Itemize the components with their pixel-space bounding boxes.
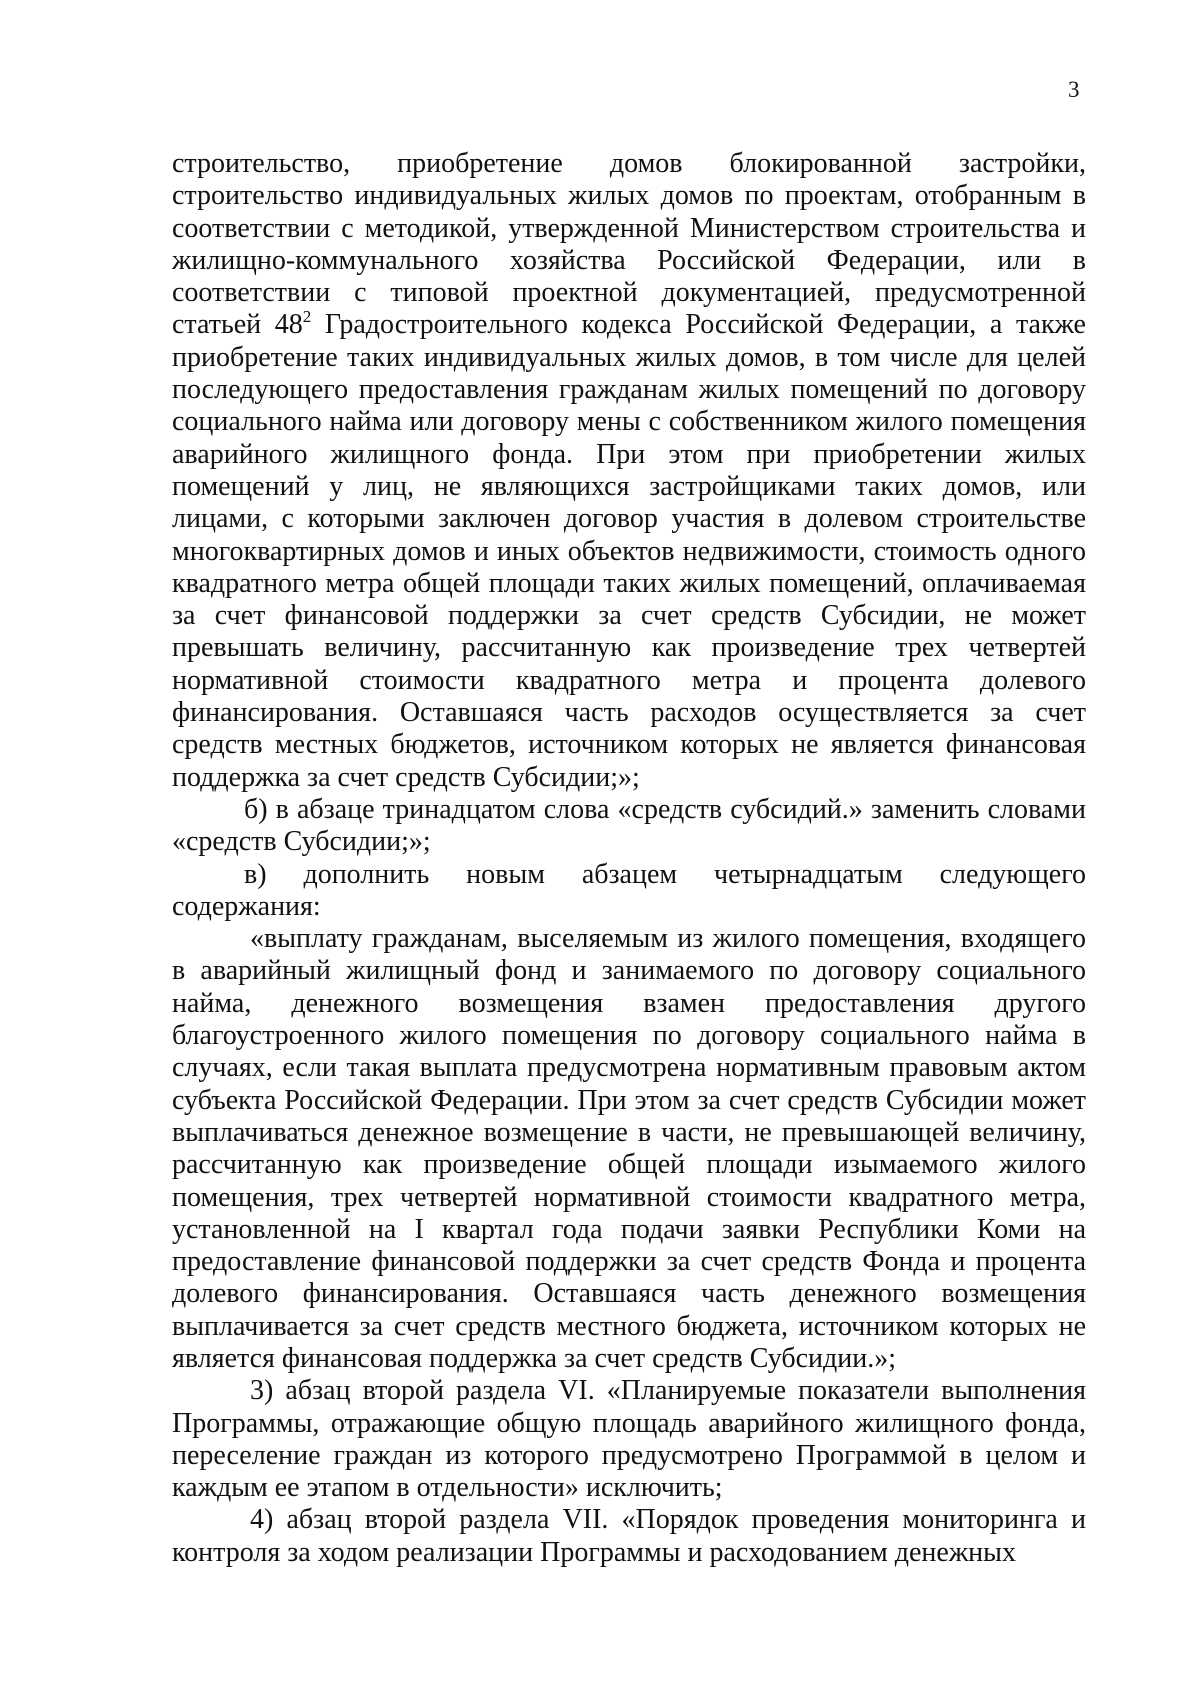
page-number: 3 bbox=[1068, 77, 1080, 102]
document-body bbox=[172, 148, 1086, 1569]
paragraph-item-3: 3) абзац второй раздела VI. «Планируемые показатели выполнения Программы, отражающие общую площадь аварийного жилищного фонда, переселение граждан из которого предусмотрено Программой в целом и каждым ее этапом в отдельности» исключить; bbox=[172, 1375, 1086, 1504]
paragraph-v: в) дополнить новым абзацем четырнадцатым следующего содержания: bbox=[172, 858, 1086, 922]
paragraph-continuation bbox=[172, 148, 1086, 794]
paragraph-b: б) в абзаце тринадцатом слова «средств субсидий.» заменить словами «средств Субсидии;»; bbox=[172, 793, 1086, 858]
paragraph-item-4: 4) абзац второй раздела VII. «Порядок проведения мониторинга и контроля за ходом реализации Программы и расходованием денежных bbox=[172, 1504, 1086, 1568]
paragraph-text: Градостроительного кодекса Российской Федерации, а также приобретение таких индивидуальных жилых домов, в том числе для целей последующего предоставления гражданам жилых помещений по договору социального найма или договору мены с собственником жилого помещения аварийного жилищного фонда. При этом при приобретении жилых помещений у лиц, не являющихся застройщиками таких домов, или лицами, с которыми заключен договор участия в долевом строительстве многоквартирных домов и иных объектов недвижимости, стоимость одного квадратного метра общей площади таких жилых помещений, оплачиваемая за счет финансовой поддержки за счет средств Субсидии, не может превышать величину, рассчитанную как произведение трех четвертей нормативной стоимости квадратного метра и процента долевого финансирования. Оставшаяся часть расходов осуществляется за счет средств местных бюджетов, источником которых не является финансовая поддержка за счет средств Субсидии;»; bbox=[172, 309, 1086, 793]
paragraph-quoted-text: «выплату гражданам, выселяемым из жилого помещения, входящего в аварийный жилищный фонд и занимаемого по договору социального найма, денежного возмещения взамен предоставления другого благоустроенного жилого помещения по договору социального найма в случаях, если такая выплата предусмотрена нормативным правовым актом субъекта Российской Федерации. При этом за счет средств Субсидии может выплачиваться денежное возмещение в части, не превышающей величину, рассчитанную как произведение общей площади изымаемого жилого помещения, трех четвертей нормативной стоимости квадратного метра, установленной на I квартал года подачи заявки Республики Коми на предоставление финансовой поддержки за счет средств Фонда и процента долевого финансирования. Оставшаяся часть денежного возмещения выплачивается за счет средств местного бюджета, источником которых не является финансовая поддержка за счет средств Субсидии.»; bbox=[172, 923, 1086, 1374]
superscript-index: 2 bbox=[302, 307, 312, 327]
paragraph-text: строительство, приобретение домов блокированной застройки, строительство индивидуальных жилых домов по проектам, отобранным в соответствии с методикой, утвержденной Министерством строительства и жилищно-коммунального хозяйства Российской Федерации, или в соответствии с типовой проектной документацией, предусмотренной статьей 48 bbox=[172, 148, 1086, 341]
